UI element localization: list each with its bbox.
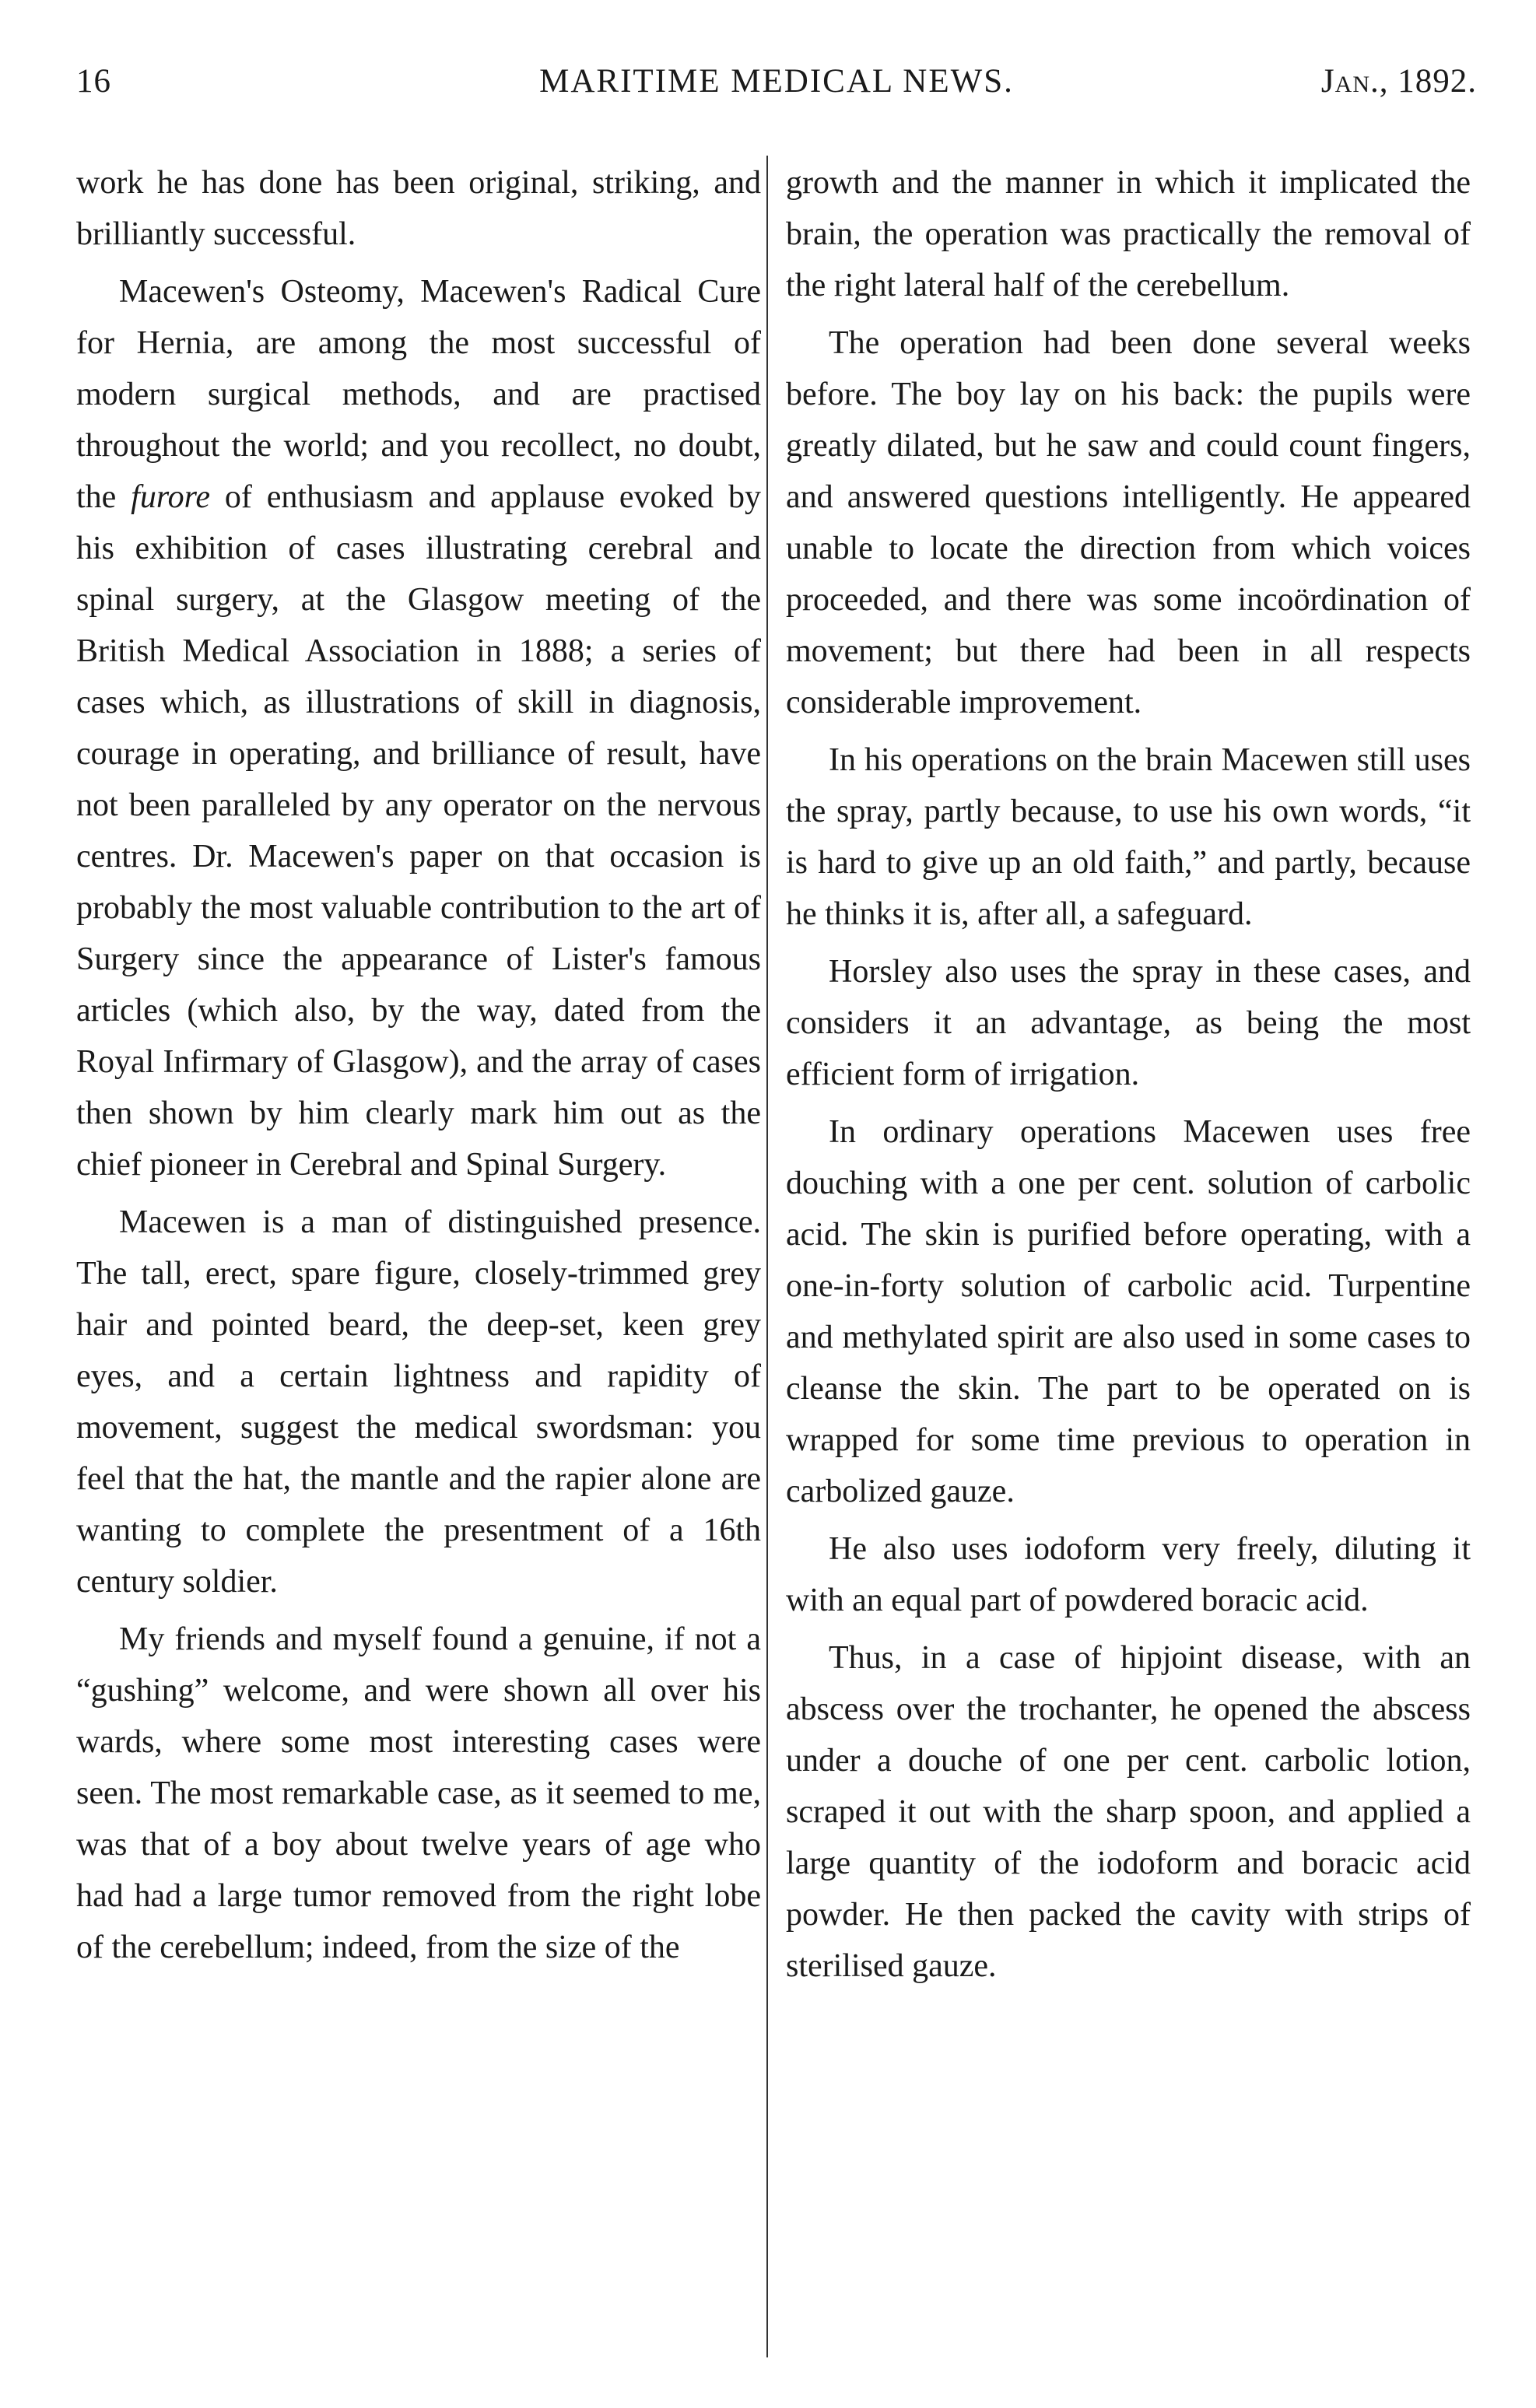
page-number: 16 bbox=[76, 63, 111, 100]
column-divider bbox=[766, 156, 768, 2357]
paragraph-text: of enthusiasm and applause evoked by his exhibition of cases illustrating cerebral and spinal surgery, at the Glasgow meeting of the British Medical Association in 1888; a series of cases which, as illustrations of skill in diagnosis, courage in operating, and brilliance of result, have not been paralleled by any operator on the nervous centres. Dr. Macewen's paper on that occasion is probably the most valuable contribution to the art of Surgery since the appearance of Lister's famous articles (which also, by the way, dated from the Royal Infirmary of Glasgow), and the array of cases then shown by him clearly mark him out as the chief pioneer in Cerebral and Spinal Surgery. bbox=[76, 479, 761, 1183]
paragraph bbox=[76, 266, 761, 1190]
paragraph: In ordinary operations Macewen uses free douching with a one per cent. solution of carbolic acid. The skin is purified before operating, with a one-in-forty solution of carbolic acid. Turpentine and methylated spirit are also used in some cases to cleanse the skin. The part to be operated on is wrapped for some time previous to operation in carbolized gauze. bbox=[786, 1114, 1471, 1509]
paragraph: My friends and myself found a genuine, if not a “gushing” welcome, and were shown all over his wards, where some most interesting cases were seen. The most remarkable case, as it seemed to me, was that of a boy about twelve years of age who had had a large tumor removed from the right lobe of the cerebellum; indeed, from the size of the bbox=[76, 1621, 761, 1965]
paragraph: work he has done has been original, striking, and brilliantly successful. bbox=[76, 165, 761, 252]
paragraph: In his operations on the brain Macewen still uses the spray, partly because, to use his own words, “it is hard to give up an old faith,” and partly, because he thinks it is, after all, a safeguard. bbox=[786, 742, 1471, 932]
paragraph: growth and the manner in which it implicated the brain, the operation was practically the removal of the right lateral half of the cerebellum. bbox=[786, 165, 1471, 303]
paragraph: Horsley also uses the spray in these cases, and considers it an advantage, as being the most efficient form of irrigation. bbox=[786, 954, 1471, 1092]
paragraph-text: Macewen's Osteomy, Macewen's Radical Cure for Hernia, are among the most successful of modern surgical methods, and are practised throughout the world; and you recollect, no doubt, the bbox=[76, 274, 761, 515]
journal-title: MARITIME MEDICAL NEWS. bbox=[539, 63, 1014, 100]
issue-date: Jan., 1892. bbox=[1320, 63, 1477, 100]
paragraph: Thus, in a case of hipjoint disease, with an abscess over the trochanter, he opened the abscess under a douche of one per cent. carbolic lotion, scraped it out with the sharp spoon, and applied a large quantity of the iodoform and boracic acid powder. He then packed the cavity with strips of sterilised gauze. bbox=[786, 1640, 1471, 1984]
paragraph: The operation had been done several weeks before. The boy lay on his back: the pupils were greatly dilated, but he saw and could count fingers, and answered questions intelligently. He appeared unable to locate the direction from which voices proceeded, and there was some incoördination of movement; but there had been in all respects considerable improvement. bbox=[786, 325, 1471, 720]
paragraph: He also uses iodoform very freely, diluting it with an equal part of powdered boracic acid. bbox=[786, 1531, 1471, 1618]
right-column bbox=[786, 157, 1471, 1998]
left-column bbox=[76, 157, 761, 1979]
italic-term: furore bbox=[131, 479, 211, 515]
running-head bbox=[76, 62, 1477, 109]
paragraph: Macewen is a man of distinguished presence. The tall, erect, spare figure, closely-trimmed grey hair and pointed beard, the deep-set, keen grey eyes, and a certain lightness and rapidity of movement, suggest the medical swordsman: you feel that the hat, the mantle and the rapier alone are wanting to complete the presentment of a 16th century soldier. bbox=[76, 1204, 761, 1600]
